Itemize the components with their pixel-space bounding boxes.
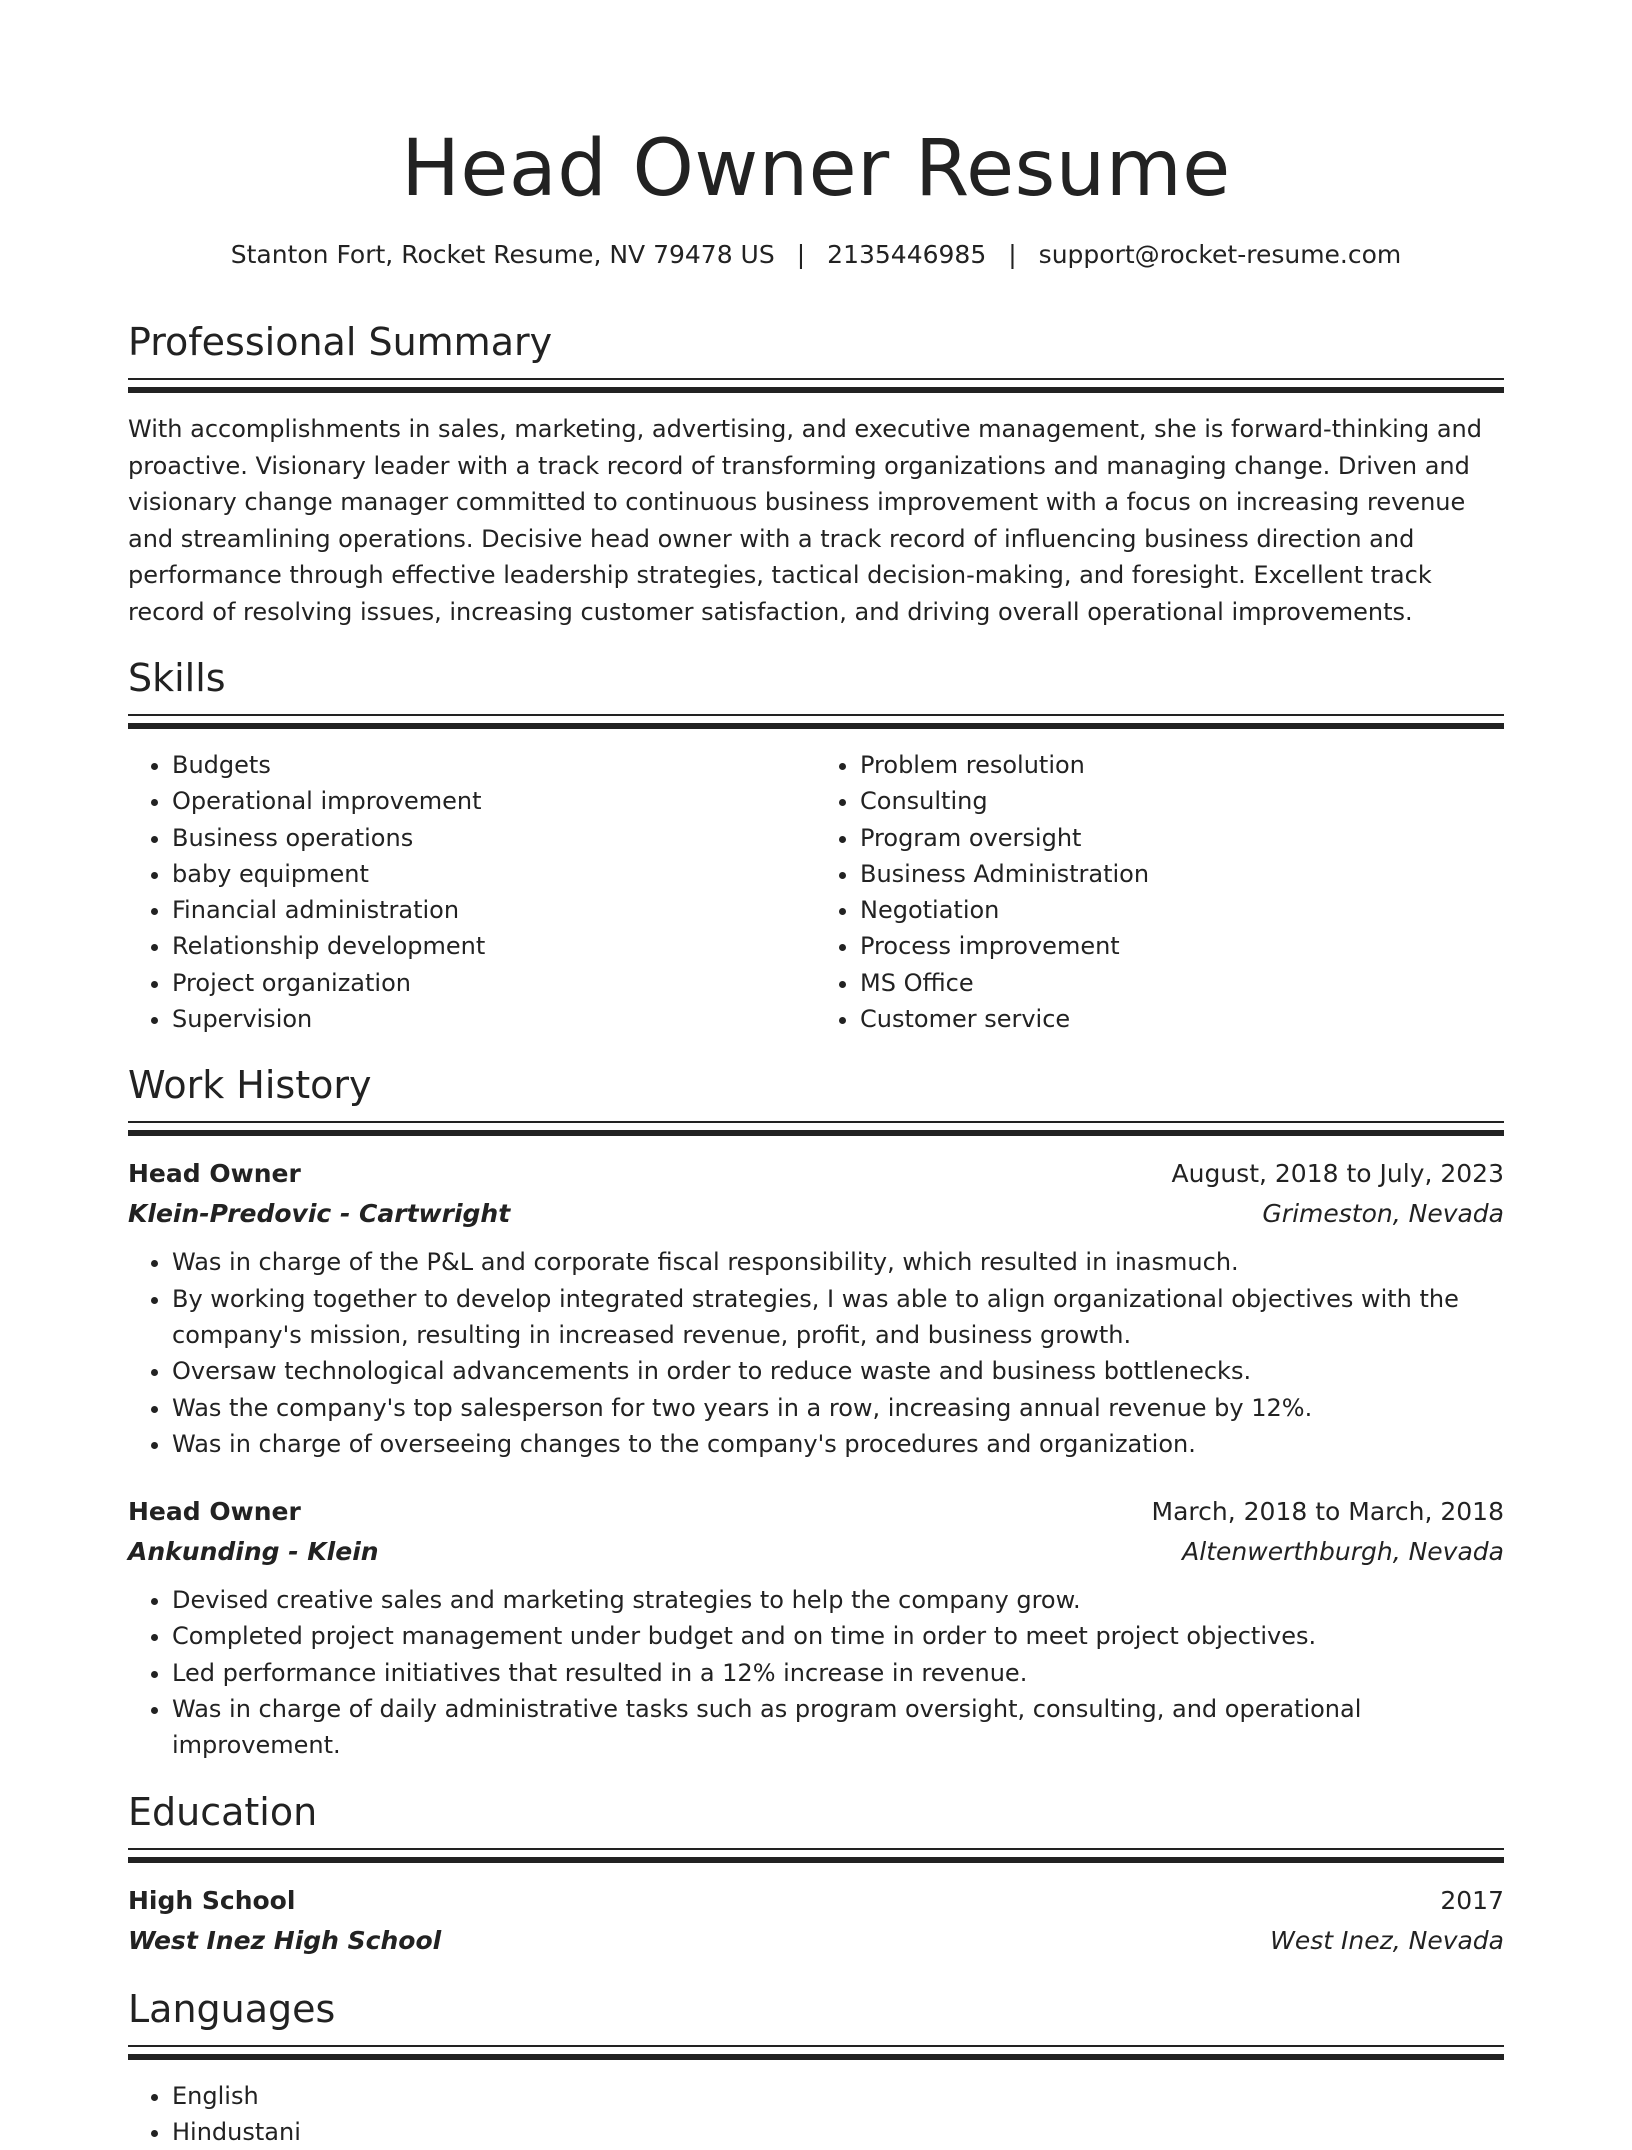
skill-item: • Negotiation (860, 892, 1504, 928)
education-school: West Inez High School (128, 1925, 442, 1955)
job-header-row (128, 1492, 1504, 1532)
contact-phone: 2135446985 (827, 240, 987, 269)
skill-item: • Consulting (860, 783, 1504, 819)
education-degree: High School (128, 1885, 296, 1915)
skill-item: • Financial administration (172, 892, 816, 928)
skill-item: • Customer service (860, 1001, 1504, 1037)
job-entry (128, 1492, 1504, 1763)
job-title: Head Owner (128, 1159, 301, 1189)
job-bullets (128, 1244, 1504, 1462)
education-location: West Inez, Nevada (1270, 1925, 1504, 1955)
contact-separator: | (1008, 240, 1017, 269)
skills-grid (128, 747, 1504, 1037)
job-bullet: • Was the company's top salesperson for two years in a row, increasing annual revenue by 12%. (172, 1390, 1504, 1426)
work-history-heading: Work History (128, 1063, 372, 1108)
skills-list-right (816, 747, 1504, 1037)
job-company: Ankunding - Klein (128, 1537, 379, 1567)
section-divider (128, 1848, 1504, 1863)
work-history-section (128, 1061, 1504, 1763)
languages-section (128, 1985, 1504, 2150)
job-company: Klein-Predovic - Cartwright (128, 1199, 511, 1229)
job-entry (128, 1154, 1504, 1462)
skill-item: • Business Administration (860, 856, 1504, 892)
skill-item: • baby equipment (172, 856, 816, 892)
job-bullet: • Was in charge of the P&L and corporate fiscal responsibility, which resulted in inasmuch. (172, 1244, 1504, 1280)
skills-list-left (128, 747, 816, 1037)
section-divider (128, 1121, 1504, 1136)
contact-line (128, 238, 1504, 272)
job-location: Grimeston, Nevada (1262, 1199, 1504, 1229)
job-bullet: • Was in charge of daily administrative tasks such as program oversight, consulting, and operational improvement. (172, 1691, 1504, 1764)
job-dates: March, 2018 to March, 2018 (1151, 1497, 1504, 1527)
education-year: 2017 (1440, 1885, 1504, 1915)
skill-item: • Budgets (172, 747, 816, 783)
contact-address: Stanton Fort, Rocket Resume, NV 79478 US (230, 240, 775, 269)
job-bullets (128, 1582, 1504, 1763)
education-heading: Education (128, 1789, 318, 1834)
contact-separator: | (796, 240, 806, 269)
job-bullet: • Devised creative sales and marketing strategies to help the company grow. (172, 1582, 1504, 1618)
skill-item: • Supervision (172, 1001, 816, 1037)
job-bullet: • Completed project management under budget and on time in order to meet project objectives. (172, 1618, 1504, 1654)
skill-item: • Process improvement (860, 928, 1504, 964)
resume-title: Head Owner Resume (401, 124, 1231, 214)
job-location: Altenwerthburgh, Nevada (1182, 1537, 1504, 1567)
section-divider (128, 2045, 1504, 2060)
resume-content (128, 0, 1504, 2150)
job-dates: August, 2018 to July, 2023 (1171, 1159, 1504, 1189)
education-section (128, 1788, 1504, 1961)
skills-section (128, 654, 1504, 1037)
skill-item: • Project organization (172, 965, 816, 1001)
skill-item: • Business operations (172, 820, 816, 856)
job-company-row (128, 1194, 1504, 1234)
job-bullet: • Oversaw technological advancements in order to reduce waste and business bottlenecks. (172, 1353, 1504, 1389)
skill-item: • Relationship development (172, 928, 816, 964)
job-bullet: • Was in charge of overseeing changes to the company's procedures and organization. (172, 1426, 1504, 1462)
job-company-row (128, 1532, 1504, 1572)
language-item: • Hindustani (172, 2114, 1504, 2150)
job-title: Head Owner (128, 1497, 301, 1527)
section-divider (128, 714, 1504, 729)
skill-item: • Operational improvement (172, 783, 816, 819)
skill-item: • MS Office (860, 965, 1504, 1001)
education-entry (128, 1881, 1504, 1961)
education-school-row (128, 1921, 1504, 1961)
section-divider (128, 378, 1504, 393)
job-bullet: • By working together to develop integrated strategies, I was able to align organizational objectives with the company's mission, resulting in increased revenue, profit, and business growth. (172, 1281, 1504, 1354)
job-bullet: • Led performance initiatives that resulted in a 12% increase in revenue. (172, 1655, 1504, 1691)
languages-list (128, 2078, 1504, 2150)
languages-heading: Languages (128, 1986, 336, 2031)
skills-heading: Skills (128, 656, 226, 700)
skill-item: • Program oversight (860, 820, 1504, 856)
summary-section (128, 318, 1504, 630)
skill-item: • Problem resolution (860, 747, 1504, 783)
summary-text: With accomplishments in sales, marketing, advertising, and executive management, she is forward-thinking and proactive. Visionary leader with a track record of transforming organizations and managing change. Driven and visionary change manager committed to continuous business improvement with a focus on increasing revenue and streamlining operations. Decisive head owner with a track record of influencing business direction and performance through effective leadership strategies, tactical decision-making, and foresight. Excellent track record of resolving issues, increasing customer satisfaction, and driving overall operational improvements. (128, 415, 1482, 626)
job-header-row (128, 1154, 1504, 1194)
education-header-row (128, 1881, 1504, 1921)
contact-email: support@rocket-resume.com (1038, 240, 1402, 269)
summary-heading: Professional Summary (128, 320, 553, 364)
language-item: • English (172, 2078, 1504, 2114)
